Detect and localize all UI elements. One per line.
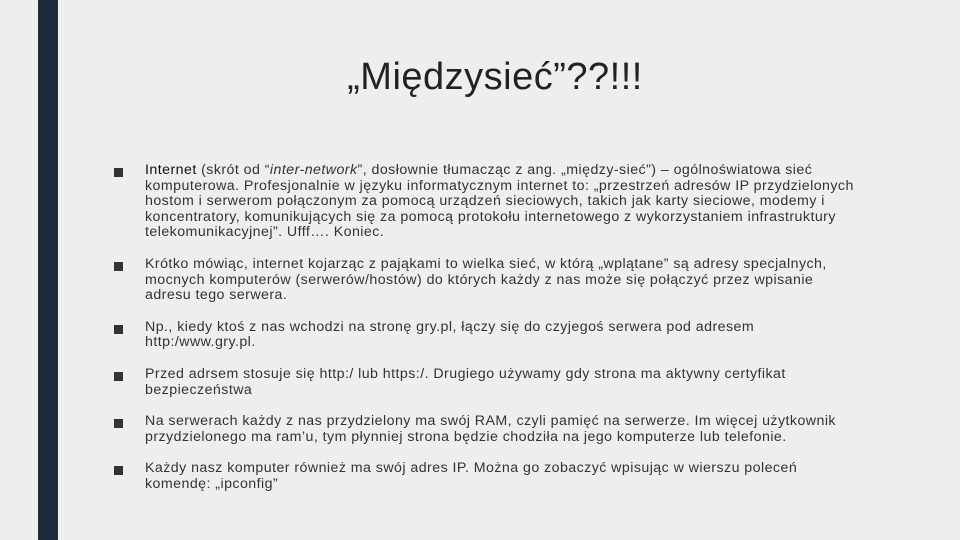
bullet-text: Przed adrsem stosuje się http:/ lub https:/. Drugiego używamy gdy strona ma aktywny certyfikat bezpieczeństwa: [145, 365, 786, 398]
bullet-text: Każdy nasz komputer również ma swój adres IP. Można go zobaczyć wpisując w wierszu poleceń komendę: „ipconfig”: [145, 460, 798, 492]
bullet-list: [112, 163, 857, 509]
bullet-lead-term: Internet: [145, 162, 197, 178]
bullet-text: Krótko mówiąc, internet kojarząc z pająkami to wielka sieć, w którą „wplątane” są adresy specjalnych, mocnych komputerów (serwerów/hostów) do których każdy z nas może się połączyć przez wpisanie adresu tego serwera.: [145, 255, 827, 304]
square-bullet-icon: [114, 419, 123, 428]
bullet-text-part: (skrót od “: [196, 162, 270, 178]
bullet-text: Na serwerach każdy z nas przydzielony ma swój RAM, czyli pamięć na serwerze. Im więcej użytkownik przydzielonego ma ram’u, tym płynniej strona będzie chodziła na jego komputerze lub telefonie.: [145, 413, 836, 445]
square-bullet-icon: [114, 466, 123, 475]
square-bullet-icon: [114, 372, 123, 381]
bullet-item-internet-definition: [112, 163, 857, 241]
bullet-item-example: [112, 320, 857, 351]
bullet-text: Np., kiedy ktoś z nas wchodzi na stronę gry.pl, łączy się do czyjegoś serwera pod adresem http:/www.gry.pl.: [145, 318, 755, 351]
square-bullet-icon: [114, 262, 123, 271]
bullet-text-part: ”, dosłownie tłumacząc z ang. „między-sieć”) – ogólnoświatowa sieć komputerowa. Profesjonalnie w języku informatycznym internet to: „przestrzeń adresów IP przydzielonych hostom i serwerom połączonym za pomocą urządzeń sieciowych, takich jak karty sieciowe, modemy i koncentratory, komunikujących się za pomocą protokołu internetowego z wykorzystaniem infrastruktury telekomunikacyjnej”. Ufff…. Koniec.: [145, 162, 854, 241]
bullet-italic-term: inter-network: [269, 162, 358, 178]
square-bullet-icon: [114, 168, 123, 177]
square-bullet-icon: [114, 325, 123, 334]
slide-title: „Międzysieć”??!!!: [347, 56, 643, 98]
bullet-item-http-https: [112, 367, 857, 398]
bullet-item-short-summary: [112, 257, 857, 304]
bullet-item-ip-address: [112, 461, 857, 492]
bullet-item-server-ram: [112, 414, 857, 445]
